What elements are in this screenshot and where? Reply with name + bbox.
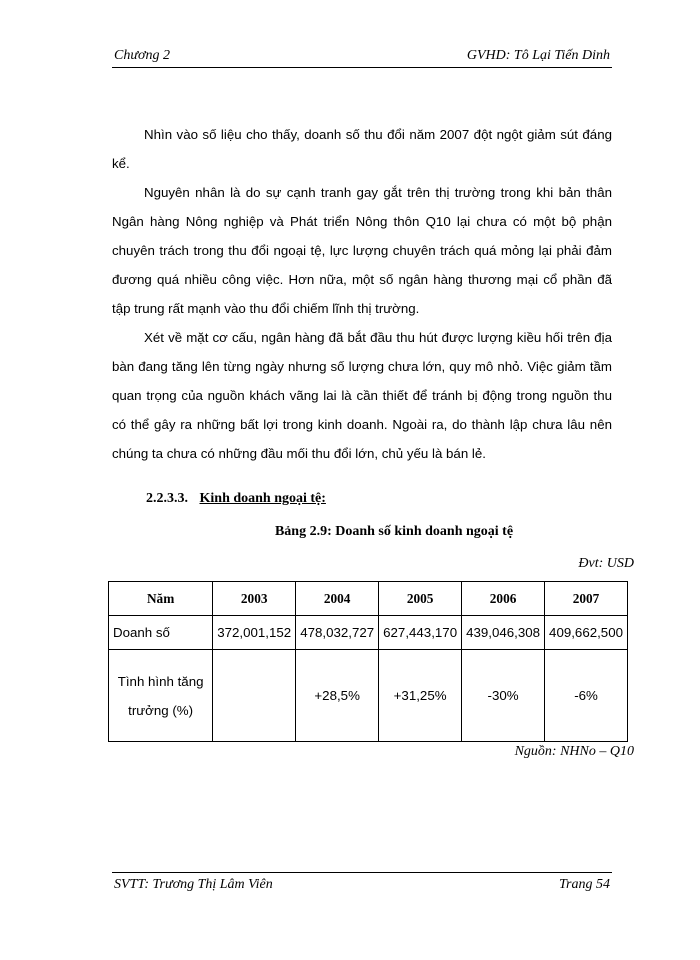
header-advisor: GVHD: Tô Lại Tiến Dinh: [466, 48, 610, 63]
column-header: 2004: [296, 582, 379, 616]
table-header-row: [109, 582, 628, 616]
table-cell: +28,5%: [296, 650, 379, 742]
column-header: Năm: [109, 582, 213, 616]
section-title: Kinh doanh ngoại tệ:: [199, 491, 326, 506]
section-heading: [146, 491, 326, 507]
page-header: [112, 44, 612, 68]
table-row: [109, 616, 628, 650]
paragraph: Nhìn vào số liệu cho thấy, doanh số thu đổi năm 2007 đột ngột giảm sút đáng kể.: [112, 127, 612, 171]
table-row: [109, 650, 628, 742]
table-cell: 372,001,152: [213, 616, 296, 650]
table-cell: -6%: [545, 650, 628, 742]
column-header: 2006: [462, 582, 545, 616]
table-cell: -30%: [462, 650, 545, 742]
row-label: Doanh số: [109, 616, 213, 650]
table-cell: 439,046,308: [462, 616, 545, 650]
section-number: 2.2.3.3.: [146, 491, 188, 506]
revenue-table: [108, 581, 628, 742]
table-cell: 478,032,727: [296, 616, 379, 650]
table-unit: Đvt: USD: [578, 556, 634, 571]
table-source: Nguồn: NHNo – Q10: [514, 744, 634, 759]
footer-student: SVTT: Trương Thị Lâm Viên: [114, 877, 273, 892]
column-header: 2005: [379, 582, 462, 616]
page-footer: [112, 872, 612, 896]
table-cell: [213, 650, 296, 742]
table-cell: +31,25%: [379, 650, 462, 742]
column-header: 2007: [545, 582, 628, 616]
page-number: Trang 54: [559, 877, 610, 892]
table-cell: 409,662,500: [545, 616, 628, 650]
paragraph: Nguyên nhân là do sự cạnh tranh gay gắt trên thị trường trong khi bản thân Ngân hàng Nông nghiệp và Phát triển Nông thôn Q10 lại chưa có một bộ phận chuyên trách trong thu đổi ngoại tệ, lực lượng chuyên trách quá mỏng lại phải đảm đương quá nhiều công việc. Hơn nữa, một số ngân hàng thương mại cổ phần đã tập trung rất mạnh vào thu đổi chiếm lĩnh thị trường.: [112, 185, 612, 316]
paragraph: Xét về mặt cơ cấu, ngân hàng đã bắt đầu thu hút được lượng kiều hối trên địa bàn đang tăng lên từng ngày nhưng số lượng chưa lớn, quy mô nhỏ. Việc giảm tầm quan trọng của nguồn khách vãng lai là cần thiết để tránh bị động trong nguồn thu có thể gây ra những bất lợi trong kinh doanh. Ngoài ra, do thành lập chưa lâu nên chúng ta chưa có những đầu mối thu đổi lớn, chủ yếu là bán lẻ.: [112, 330, 612, 461]
body-text: [112, 120, 612, 468]
table-cell: 627,443,170: [379, 616, 462, 650]
column-header: 2003: [213, 582, 296, 616]
table-caption: Bảng 2.9: Doanh số kinh doanh ngoại tệ: [274, 524, 514, 539]
header-chapter: Chương 2: [114, 48, 170, 63]
row-label: Tình hình tăng trưởng (%): [109, 650, 213, 742]
